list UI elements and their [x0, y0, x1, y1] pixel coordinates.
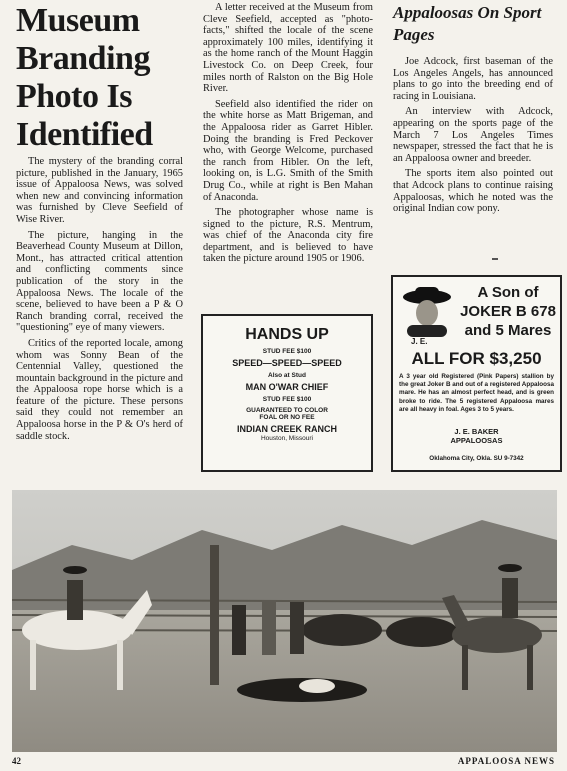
portrait-label: J. E. [411, 337, 428, 346]
joker-ad [391, 275, 562, 472]
ad-stud-fee: STUD FEE $100 [262, 348, 312, 355]
cowboy-portrait-image [401, 283, 453, 337]
sidebar-paragraph: Joe Adcock, first baseman of the Los Angeles Angels, has announced plans to go into the breeding end of racing in Louisiana. [393, 56, 553, 102]
ad-second-stud: MAN O'WAR CHIEF [245, 382, 329, 392]
article-paragraph: Critics of the reported locale, among whom was Sonny Bean of the Centennial Valley, questioned the mountain background in the picture and the Appaloosa rope horse which is a feature of the picture. These persons said they could not remember an Appaloosa horse in the P & O's herd of saddle stock. [16, 337, 183, 442]
ad-also-at-stud: Also at Stud [268, 372, 306, 379]
sidebar-headline: Appaloosas On Sport Pages [393, 3, 542, 44]
ad-title: A Son of JOKER B 678 and 5 Mares [460, 284, 556, 339]
sidebar-column [393, 56, 553, 219]
sidebar-paragraph: An interview with Adcock, appearing on the sports page of the March 7 Los Angeles Times newspaper, stressed the fact that he is an Appaloosa owner and breeder. [393, 106, 553, 164]
ad-contact: Oklahoma City, Okla. SU 9-7342 [429, 455, 524, 462]
seller-business: APPALOOSAS [450, 436, 503, 445]
article-paragraph: The picture, hanging in the Beaverhead County Museum at Dillon, Mont., has attracted critical attention and conflicting comments since publication of the story in the Appaloosa News. The locale of the scene, believed to have been a P & O Ranch branding corral, received the "questioning" eye of many viewers. [16, 229, 183, 334]
article-paragraph: The photographer whose name is signed to the picture, R.S. Mentrum, was chief of the Anaconda city fire department, and is believed to have taken the picture around 1905 or 1906. [203, 207, 373, 265]
branding-corral-photo [12, 490, 557, 752]
article-headline: Museum Branding Photo Is Identified [16, 2, 153, 153]
hands-up-ad [201, 314, 373, 472]
sidebar-paragraph: The sports item also pointed out that Adcock plans to continue raising Appaloosas, which he noted was the original Indian cow pony. [393, 168, 553, 215]
sidebar-end-mark [492, 258, 498, 260]
ad-stud-fee-2: STUD FEE $100 [262, 396, 312, 403]
ad-seller [393, 427, 560, 445]
article-column-2 [203, 2, 373, 269]
publication-name: APPALOOSA NEWS [457, 756, 555, 766]
page-number: 42 [12, 756, 21, 766]
article-paragraph: The mystery of the branding corral picture, published in the January, 1965 issue of Appaloosa News, was solved when new and convincing information was furnished by Cleve Seefield of Wise River. [16, 156, 183, 225]
ad-guarantee-2: FOAL OR NO FEE [259, 414, 315, 421]
ad-body: A 3 year old Registered (Pink Papers) stallion by the great Joker B and out of a registered Appaloosa mare. He has an almost perfect head, and is green broke to ride. The 5 registered Appaloosa mares are all heavy in foal. Ages 3 to 5 years. [399, 373, 554, 413]
ad-location: Houston, Missouri [260, 435, 314, 442]
article-column-1 [16, 156, 183, 446]
article-paragraph: A letter received at the Museum from Cleve Seefield, accepted as "photo-facts," shifted the locale of the scene approximately 100 miles, identifying it as the home ranch of the Mount Haggin Livestock Co. on Deep Creek, four miles north of Ralston on the Big Hole River. [203, 2, 373, 95]
ad-guarantee: GUARANTEED TO COLOR [246, 407, 328, 414]
ad-title: HANDS UP [245, 326, 329, 343]
ad-speed: SPEED—SPEED—SPEED [232, 358, 342, 368]
ad-price: ALL FOR $3,250 [411, 349, 542, 368]
article-paragraph: Seefield also identified the rider on the white horse as Matt Brigeman, and the Appaloosa rider as Garret Hibler. Doing the branding is Fred Peckover who, with George Welcome, purchased the ranch from Hibler. On the left, looking on, is L.G. Smith of the Smith Drug Co., while at right is Ben Mahan of Anaconda. [203, 98, 373, 203]
ad-ranch: INDIAN CREEK RANCH [236, 424, 337, 434]
seller-name: J. E. BAKER [454, 427, 499, 436]
